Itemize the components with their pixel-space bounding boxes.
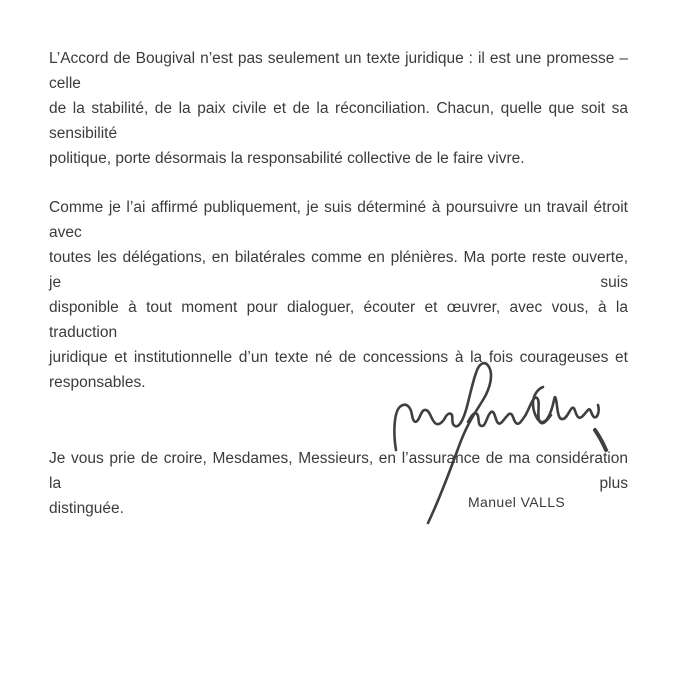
- paragraph-opening: [49, 46, 628, 171]
- letter-line: juridique et institutionnelle d’un texte né de concessions à la fois courageuses et: [49, 349, 628, 366]
- letter-line: toutes les délégations, en bilatérales comme en plénières. Ma porte reste ouverte, je suis: [49, 249, 628, 291]
- letter-line: responsables.: [49, 374, 146, 391]
- signature-stroke-comma: [595, 430, 606, 450]
- letter-line: disponible à tout moment pour dialoguer, écouter et œuvrer, avec vous, à la traduction: [49, 299, 628, 341]
- letter-line: politique, porte désormais la responsabilité collective de le faire vivre.: [49, 150, 525, 167]
- letter-line: Je vous prie de croire, Mesdames, Messieurs, en l’assurance de ma considération la plus: [49, 450, 628, 492]
- signatory-name: Manuel VALLS: [468, 494, 566, 510]
- letter-line: distinguée.: [49, 500, 124, 517]
- letter-line: de la stabilité, de la paix civile et de la réconciliation. Chacun, quelle que soit sa sensibilité: [49, 100, 628, 142]
- signature-stroke-valls: [533, 387, 599, 422]
- letter-line: Comme je l’ai affirmé publiquement, je suis déterminé à poursuivre un travail étroit avec: [49, 199, 628, 241]
- letter-line: L’Accord de Bougival n’est pas seulement un texte juridique : il est une promesse – celle: [49, 50, 628, 92]
